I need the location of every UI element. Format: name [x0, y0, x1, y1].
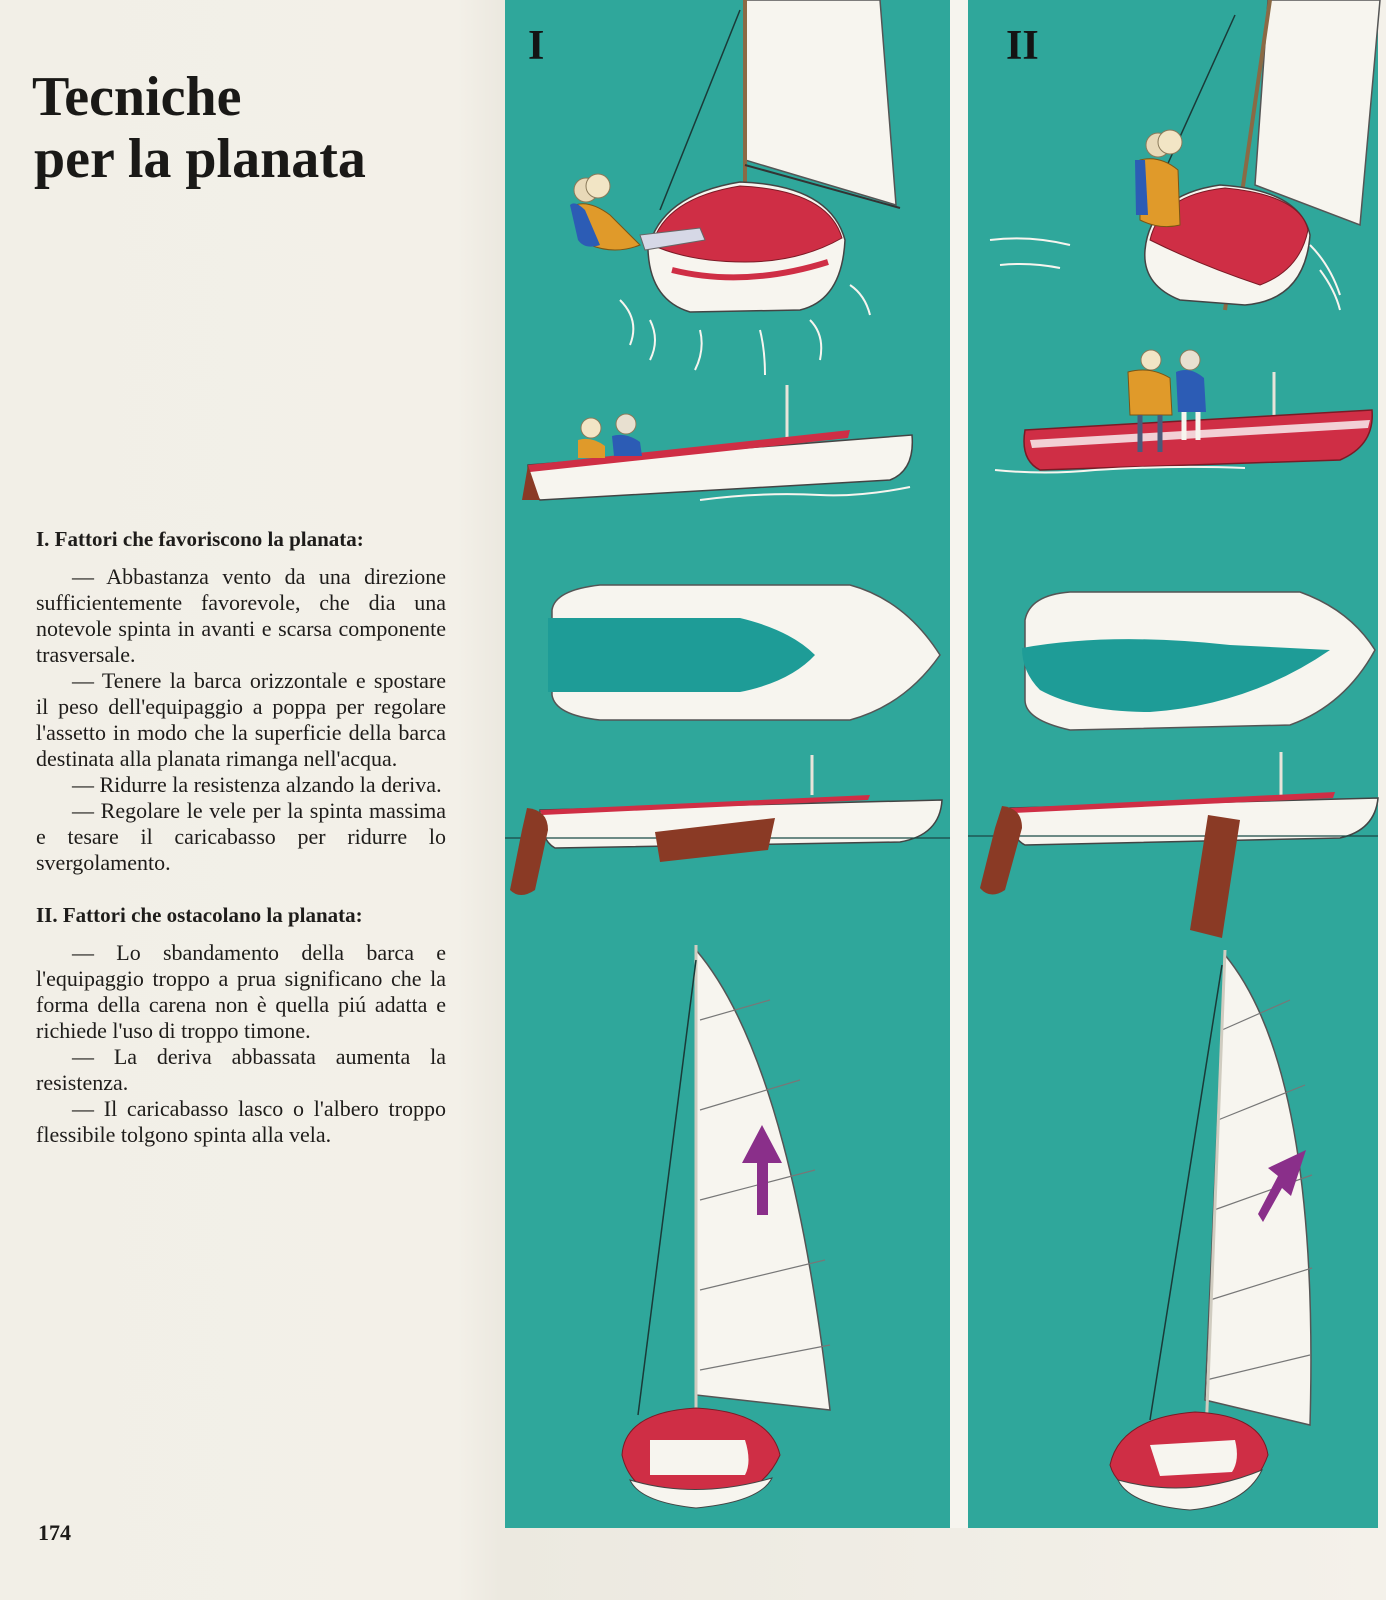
- section-2-heading: II. Fattori che ostacolano la planata:: [36, 903, 363, 927]
- title-line-1: Tecniche: [32, 65, 242, 128]
- heeled-dinghy-front-icon: [570, 0, 900, 375]
- hull-profile-centerboard-icon: [505, 755, 950, 895]
- section-1-paragraph: — Abbastanza vento da una direzione sufficientemente favorevole, che dia una notevole spinta in avanti e scarsa componente trasversale.: [36, 564, 446, 667]
- hull-wetted-plan-icon: [548, 585, 940, 720]
- section-2-paragraph: — Il caricabasso lasco o l'albero troppo flessibile tolgono spinta alla vela.: [36, 1096, 446, 1147]
- page-number: 174: [38, 1520, 71, 1545]
- overheeled-dinghy-front-icon: [990, 0, 1380, 310]
- planing-dinghy-side-icon: [522, 385, 912, 500]
- section-2-paragraph: — La deriva abbassata aumenta la resistenza.: [36, 1044, 446, 1095]
- title-line-2: per la planata: [34, 127, 366, 190]
- section-2-paragraph: — Lo sbandamento della barca e l'equipaggio troppo a prua significano che la forma della carena non è quella piú adatta e richiede l'uso di troppo timone.: [36, 940, 446, 1043]
- hull-profile-centerboard-down-icon: [968, 752, 1378, 938]
- section-1-heading: I. Fattori che favoriscono la planata:: [36, 527, 364, 551]
- section-1-paragraph: — Tenere la barca orizzontale e spostare il peso dell'equipaggio a poppa per regolare l'assetto in modo che la superficie della barca destinata alla planata rimanga nell'acqua.: [36, 668, 446, 771]
- section-1-paragraph: — Ridurre la resistenza alzando la deriva.: [72, 772, 442, 797]
- panel-2-label: II: [1006, 23, 1039, 69]
- section-1-paragraph: — Regolare le vele per la spinta massima e tesare il caricabasso per ridurre lo svergolamento.: [36, 798, 446, 875]
- dinghy-crew-forward-side-icon: [995, 350, 1372, 473]
- hull-asymmetric-wetted-plan-icon: [1022, 592, 1375, 730]
- panel-1-label: I: [528, 23, 545, 69]
- twisted-sail-thrust-arrow-icon: [1110, 950, 1312, 1510]
- sail-thrust-arrow-icon: [622, 945, 830, 1508]
